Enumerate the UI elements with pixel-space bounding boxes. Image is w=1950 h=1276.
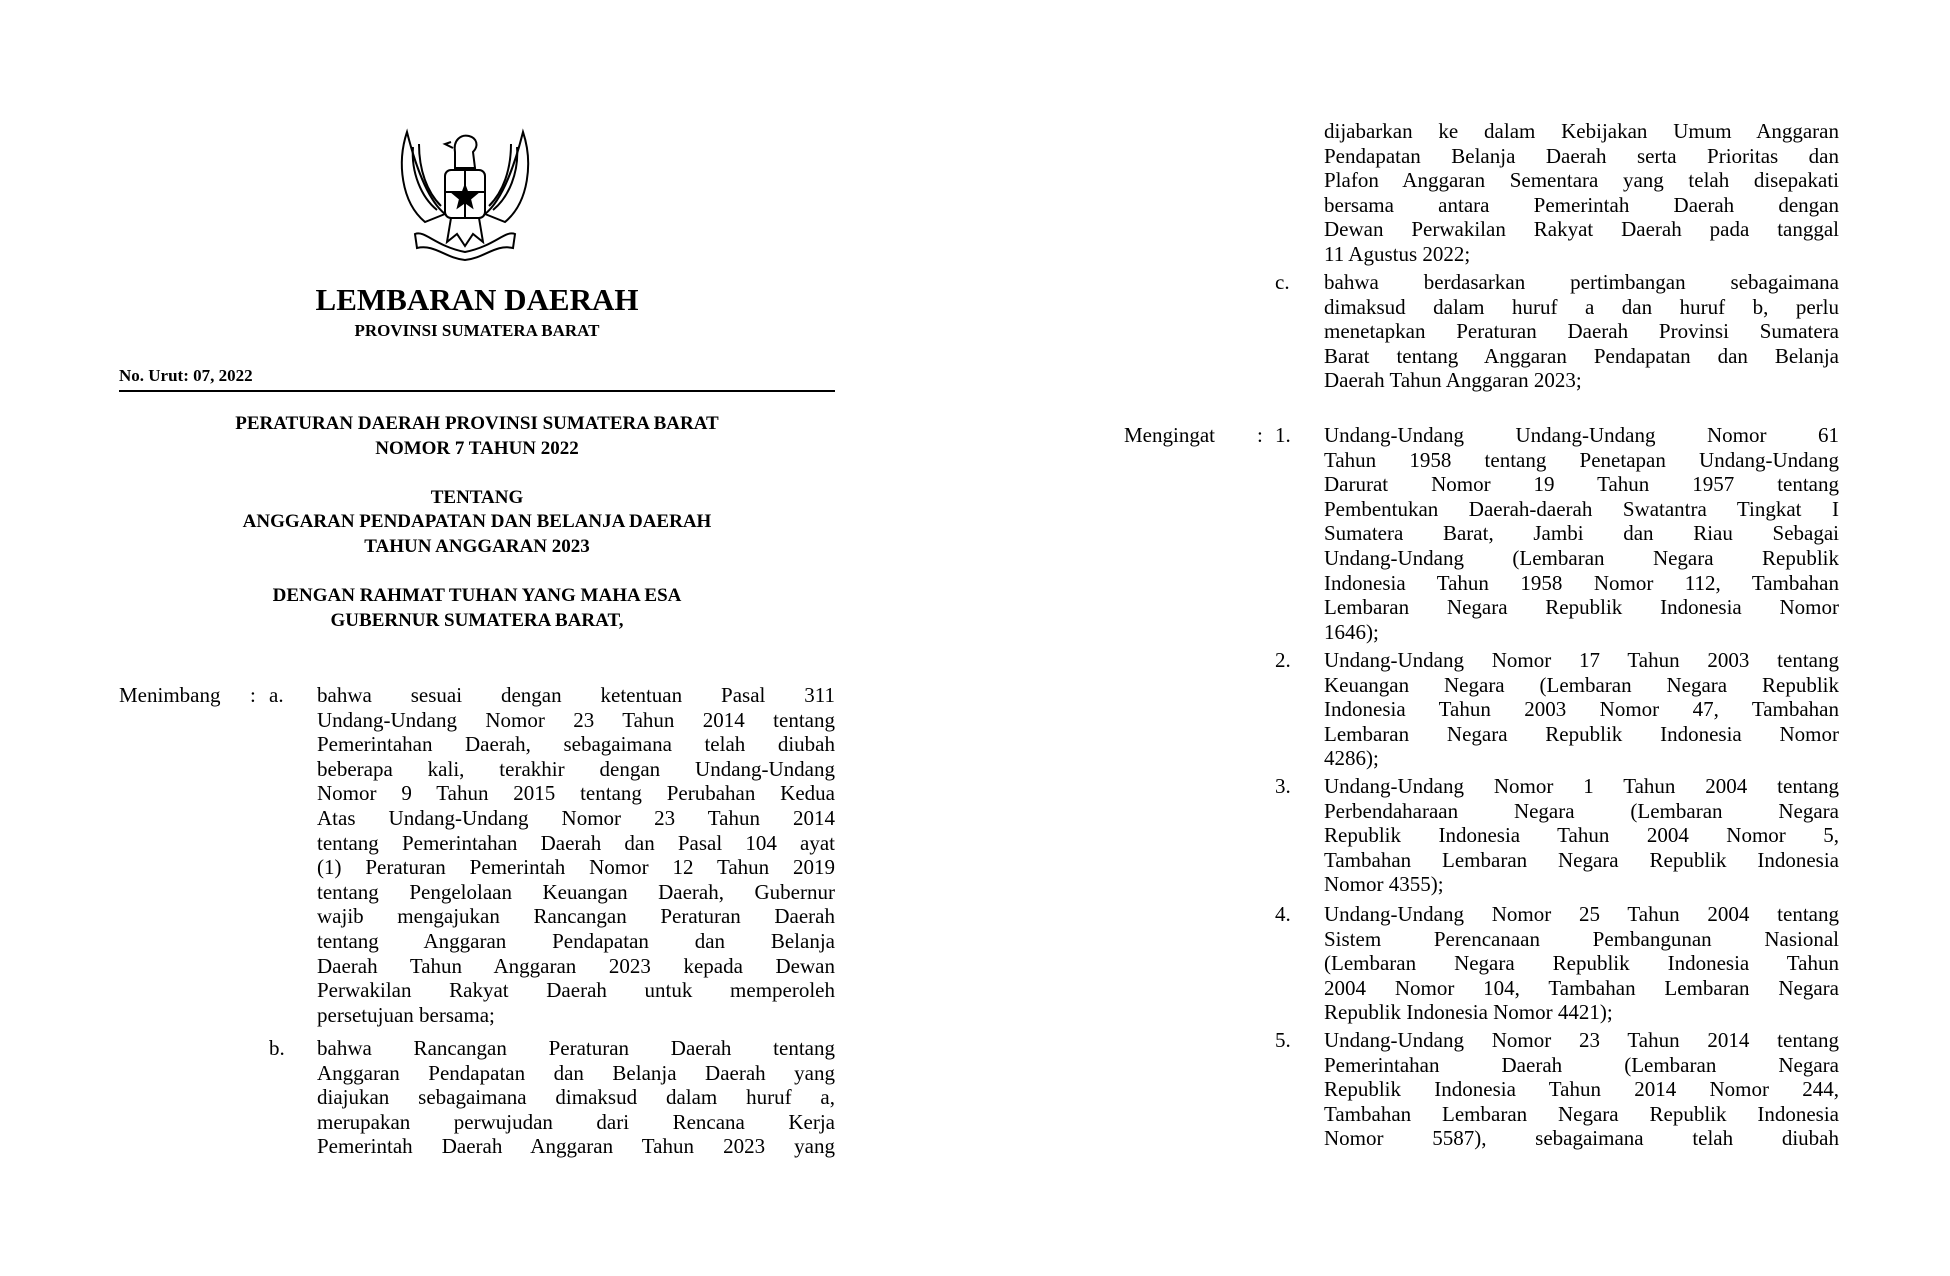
item-marker: a. [269, 683, 284, 707]
regulation-title-line: PERATURAN DAERAH PROVINSI SUMATERA BARAT [235, 413, 719, 434]
text-line: Anggaran Pendapatan dan Belanja Daerah yang [317, 1060, 835, 1085]
text-line: bersama antara Pemerintah Daerah dengan [1324, 192, 1839, 217]
text-line: Pendapatan Belanja Daerah serta Prioritas dan [1324, 143, 1839, 168]
regulation-subject: ANGGARAN PENDAPATAN DAN BELANJA DAERAH [242, 511, 712, 532]
text-line: Daerah Tahun Anggaran 2023 kepada Dewan [317, 953, 835, 978]
text-line: Nomor 4355); [1324, 872, 1444, 897]
garuda-emblem-icon [395, 122, 535, 272]
text-line: Atas Undang-Undang Nomor 23 Tahun 2014 [317, 805, 835, 830]
regulation-number: NOMOR 7 TAHUN 2022 [375, 438, 579, 459]
text-line: Tahun 1958 tentang Penetapan Undang-Undang [1324, 447, 1839, 472]
text-line: Pemerintah Daerah Anggaran Tahun 2023 yang [317, 1134, 835, 1159]
document-title: LEMBARAN DAERAH [315, 282, 639, 317]
mengingat-colon: : [1257, 423, 1263, 447]
tentang-heading: TENTANG [430, 487, 524, 508]
menimbang-item-c [1324, 270, 1839, 393]
preamble-line: DENGAN RAHMAT TUHAN YANG MAHA ESA [272, 585, 682, 606]
text-line: Barat tentang Anggaran Pendapatan dan Belanja [1324, 343, 1839, 368]
text-line: Undang-Undang Nomor 17 Tahun 2003 tentang [1324, 648, 1839, 672]
mengingat-item-3 [1324, 774, 1839, 897]
document-subtitle: PROVINSI SUMATERA BARAT [354, 321, 600, 340]
text-line: merupakan perwujudan dari Rencana Kerja [317, 1109, 835, 1134]
text-line: menetapkan Peraturan Daerah Provinsi Sumatera [1324, 319, 1839, 344]
text-line: Darurat Nomor 19 Tahun 1957 tentang [1324, 472, 1839, 497]
text-line: Undang-Undang Undang-Undang Nomor 61 [1324, 423, 1839, 447]
text-line: Nomor 5587), sebagaimana telah diubah [1324, 1126, 1839, 1151]
text-line: Undang-Undang Nomor 1 Tahun 2004 tentang [1324, 774, 1839, 798]
text-line: Dewan Perwakilan Rakyat Daerah pada tanggal [1324, 217, 1839, 242]
text-line: 2004 Nomor 104, Tambahan Lembaran Negara [1324, 975, 1839, 1000]
text-line: wajib mengajukan Rancangan Peraturan Daerah [317, 904, 835, 929]
item-marker: c. [1275, 270, 1290, 294]
menimbang-item-b-continued [1324, 119, 1839, 267]
text-line: Undang-Undang Nomor 23 Tahun 2014 tentang [1324, 1028, 1839, 1052]
text-line: Keuangan Negara (Lembaran Negara Republik [1324, 672, 1839, 697]
menimbang-item-a [317, 683, 835, 1027]
text-line: Republik Indonesia Tahun 2014 Nomor 244, [1324, 1077, 1839, 1102]
mengingat-label: Mengingat [1124, 423, 1215, 447]
text-line: beberapa kali, terakhir dengan Undang-Undang [317, 756, 835, 781]
text-line: bahwa sesuai dengan ketentuan Pasal 311 [317, 683, 835, 707]
menimbang-item-b [317, 1036, 835, 1159]
mengingat-item-5 [1324, 1028, 1839, 1151]
text-line: Republik Indonesia Tahun 2004 Nomor 5, [1324, 823, 1839, 848]
text-line: tentang Pemerintahan Daerah dan Pasal 104 ayat [317, 830, 835, 855]
text-line: Sumatera Barat, Jambi dan Riau Sebagai [1324, 521, 1839, 546]
text-line: Indonesia Tahun 2003 Nomor 47, Tambahan [1324, 697, 1839, 722]
text-line: tentang Anggaran Pendapatan dan Belanja [317, 928, 835, 953]
text-line: Perwakilan Rakyat Daerah untuk memperoleh [317, 978, 835, 1003]
text-line: Pemerintahan Daerah, sebagaimana telah diubah [317, 732, 835, 757]
header-divider [119, 390, 835, 392]
mengingat-item-4 [1324, 902, 1839, 1025]
document-number: No. Urut: 07, 2022 [119, 366, 253, 385]
text-line: bahwa Rancangan Peraturan Daerah tentang [317, 1036, 835, 1060]
text-line: Daerah Tahun Anggaran 2023; [1324, 368, 1582, 393]
text-line: Undang-Undang (Lembaran Negara Republik [1324, 545, 1839, 570]
text-line: Tambahan Lembaran Negara Republik Indonesia [1324, 1101, 1839, 1126]
mengingat-item-2 [1324, 648, 1839, 771]
text-line: diajukan sebagaimana dimaksud dalam huruf a, [317, 1085, 835, 1110]
item-marker: b. [269, 1036, 285, 1060]
mengingat-item-1 [1324, 423, 1839, 644]
text-line: tentang Pengelolaan Keuangan Daerah, Gubernur [317, 879, 835, 904]
text-line: (1) Peraturan Pemerintah Nomor 12 Tahun 2019 [317, 855, 835, 880]
text-line: 4286); [1324, 746, 1379, 771]
text-line: Undang-Undang Nomor 25 Tahun 2004 tentang [1324, 902, 1839, 926]
text-line: Republik Indonesia Nomor 4421); [1324, 1000, 1613, 1025]
item-marker: 1. [1275, 423, 1291, 447]
item-marker: 5. [1275, 1028, 1291, 1052]
text-line: 1646); [1324, 619, 1379, 644]
text-line: (Lembaran Negara Republik Indonesia Tahun [1324, 951, 1839, 976]
text-line: dimaksud dalam huruf a dan huruf b, perlu [1324, 294, 1839, 319]
item-marker: 2. [1275, 648, 1291, 672]
text-line: Indonesia Tahun 1958 Nomor 112, Tambahan [1324, 570, 1839, 595]
text-line: 11 Agustus 2022; [1324, 241, 1471, 266]
text-line: Plafon Anggaran Sementara yang telah disepakati [1324, 168, 1839, 193]
text-line: Perbendaharaan Negara (Lembaran Negara [1324, 798, 1839, 823]
text-line: Pemerintahan Daerah (Lembaran Negara [1324, 1052, 1839, 1077]
item-marker: 3. [1275, 774, 1291, 798]
governor-line: GUBERNUR SUMATERA BARAT, [330, 610, 624, 631]
text-line: Tambahan Lembaran Negara Republik Indonesia [1324, 847, 1839, 872]
text-line: Undang-Undang Nomor 23 Tahun 2014 tentang [317, 707, 835, 732]
text-line: Lembaran Negara Republik Indonesia Nomor [1324, 721, 1839, 746]
text-line: Pembentukan Daerah-daerah Swatantra Tingkat I [1324, 496, 1839, 521]
regulation-year: TAHUN ANGGARAN 2023 [364, 536, 590, 557]
text-line: dijabarkan ke dalam Kebijakan Umum Anggaran [1324, 119, 1839, 143]
text-line: persetujuan bersama; [317, 1002, 495, 1027]
text-line: Nomor 9 Tahun 2015 tentang Perubahan Kedua [317, 781, 835, 806]
text-line: bahwa berdasarkan pertimbangan sebagaimana [1324, 270, 1839, 294]
text-line: Lembaran Negara Republik Indonesia Nomor [1324, 595, 1839, 620]
item-marker: 4. [1275, 902, 1291, 926]
menimbang-colon: : [250, 683, 256, 707]
menimbang-label: Menimbang [119, 683, 221, 707]
text-line: Sistem Perencanaan Pembangunan Nasional [1324, 926, 1839, 951]
